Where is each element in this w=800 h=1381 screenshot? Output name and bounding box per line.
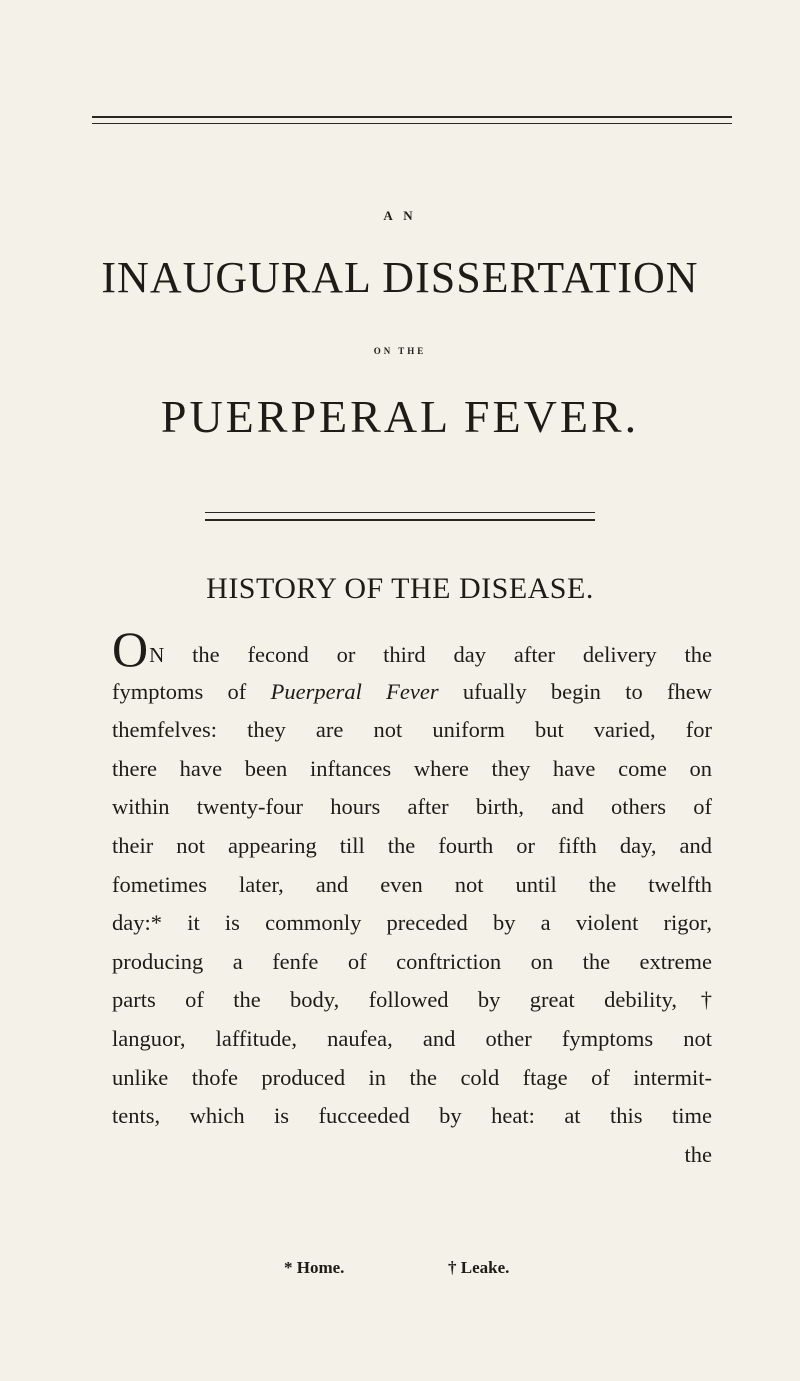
text-line (112, 750, 712, 789)
text-run: the (684, 1141, 712, 1167)
text-run: fymptoms of (112, 678, 271, 704)
text-line (112, 1020, 712, 1059)
title-main: INAUGURAL DISSERTATION (101, 253, 699, 302)
text-line (112, 1059, 712, 1098)
body-paragraph (112, 621, 712, 1174)
italic-term: Puerperal Fever (270, 678, 439, 704)
text-run: themfelves: they are not uniform but varied, for (112, 717, 712, 743)
text-line (112, 827, 712, 866)
drop-cap: O (112, 621, 149, 677)
top-rule-thin (92, 123, 732, 124)
text-run: fometimes later, and even not until the twelfth (112, 871, 712, 897)
title-subject: PUERPERAL FEVER. (160, 391, 640, 442)
section-heading: HISTORY OF THE DISEASE. (206, 572, 594, 605)
title-on-the: ON THE (373, 346, 427, 356)
text-line (112, 673, 712, 712)
text-run: within twenty-four hours after birth, and others of (112, 794, 712, 820)
text-run: tents, which is fucceeded by heat: at this time (112, 1103, 712, 1129)
divider-thin (205, 512, 595, 513)
text-run: N (149, 643, 165, 667)
text-run: parts of the body, followed by great debility,† (112, 987, 712, 1013)
title-article: A N (383, 208, 417, 223)
text-run: their not appearing till the fourth or fifth day, and (112, 832, 712, 858)
footnote-home: * Home. (284, 1258, 345, 1277)
divider-thick (205, 519, 595, 521)
text-line (112, 1097, 712, 1136)
text-run: unlike thofe produced in the cold ftage of intermit- (112, 1064, 712, 1090)
text-run: day:* it is commonly preceded by a violent rigor, (112, 910, 712, 936)
text-line (112, 866, 712, 905)
top-rule-thick (92, 116, 732, 118)
text-run: there have been inftances where they have come on (112, 755, 712, 781)
catchword (112, 1136, 712, 1175)
text-line (112, 711, 712, 750)
text-line (112, 981, 712, 1020)
text-line (112, 904, 712, 943)
text-run: ufually begin to fhew (438, 678, 712, 704)
text-run: producing a fenfe of conftriction on the extreme (112, 948, 712, 974)
text-line (112, 943, 712, 982)
text-run: the fecond or third day after delivery the (164, 642, 712, 667)
text-run: languor, laffitude, naufea, and other fymptoms not (112, 1025, 712, 1051)
text-line (112, 788, 712, 827)
footnote-leake: † Leake. (448, 1258, 510, 1277)
text-line (112, 621, 712, 677)
